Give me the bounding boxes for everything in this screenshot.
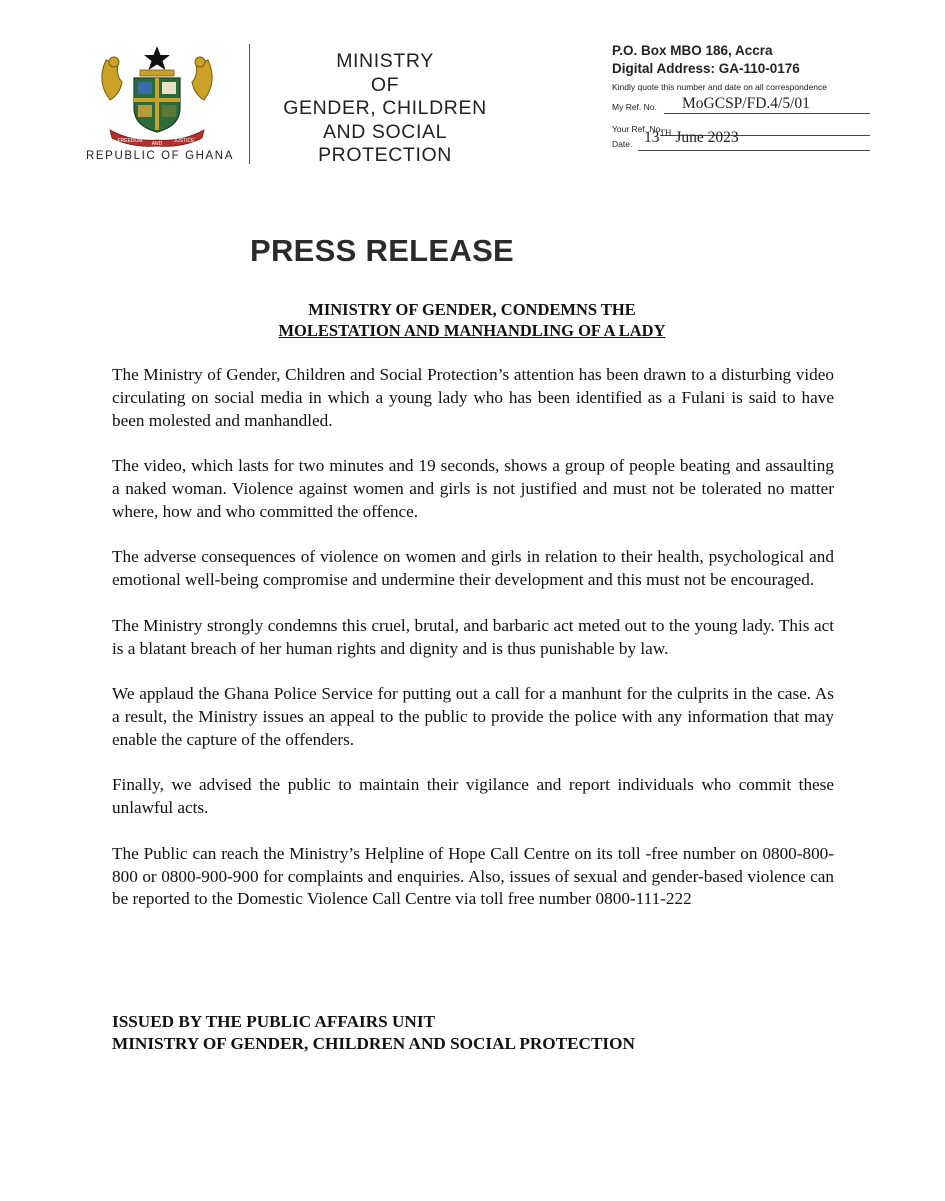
my-ref-label: My Ref. No. [612,102,657,112]
emblem-motto-middle: AND [151,141,163,147]
paragraph: The Public can reach the Ministry’s Helpline of Hope Call Centre on its toll -free number on 0800-800-800 or 0800-900-900 for complaints and enquiries. Also, issues of sexual and gender-based violence can be reported to the Domestic Violence Call Centre via toll free number 0800-111-222 [112,843,834,909]
my-ref-line [664,113,870,114]
date-suffix: TH [659,127,672,138]
quote-note: Kindly quote this number and date on all correspondence [612,82,828,92]
emblem-motto-right: JUSTICE [173,138,195,144]
date-line [638,150,870,151]
date-rest: June 2023 [675,129,739,146]
ghana-coat-of-arms-icon [92,42,222,150]
date-day: 13 [644,129,660,146]
date-label: Date. [612,139,633,149]
ministry-line: GENDER, CHILDREN [283,97,487,119]
date-value [644,128,739,147]
paragraph: The Ministry of Gender, Children and Social Protection’s attention has been drawn to a disturbing video circulating on social media in which a young lady who has been identified as a Fulani is said to have been molested and manhandled. [112,365,834,430]
your-ref-label: Your Ref. No. [612,124,663,134]
ministry-line: MINISTRY [336,50,434,72]
ministry-name [262,50,508,168]
emblem-motto-left: FREEDOM [117,138,143,144]
body-text [112,364,834,934]
paragraph: The Ministry strongly condemns this cruel, brutal, and barbaric act meted out to the young lady. This act is a blatant breach of her human rights and dignity and is thus punishable by law. [112,615,834,658]
my-ref-value: MoGCSP/FD.4/5/01 [682,95,810,112]
paragraph: The adverse consequences of violence on women and girls in relation to their health, psychological and emotional well-being compromise and undermine their development and this must not be encouraged. [112,547,834,590]
header-divider [249,44,250,164]
paragraph: We applaud the Ghana Police Service for putting out a call for a manhunt for the culprits in the case. As a result, the Ministry issues an appeal to the public to provide the police with any information that may enable the capture of the offenders. [112,684,834,749]
po-box: P.O. Box MBO 186, Accra [612,43,773,58]
ministry-line: AND SOCIAL [322,120,448,143]
headline-line-1: MINISTRY OF GENDER, CONDEMNS THE [308,300,636,319]
issued-ministry-line: MINISTRY OF GENDER, CHILDREN AND SOCIAL PROTECTION [112,1034,635,1053]
digital-address: Digital Address: GA-110-0176 [612,61,800,76]
headline [112,299,832,341]
paragraph: Finally, we advised the public to maintain their vigilance and report individuals who commit these unlawful acts. [112,775,834,818]
ministry-line: OF [370,73,400,96]
ministry-line: PROTECTION [318,144,452,166]
page-title: PRESS RELEASE [250,233,515,268]
headline-line-2: MOLESTATION AND MANHANDLING OF A LADY [278,321,666,340]
issued-by-line: ISSUED BY THE PUBLIC AFFAIRS UNIT [112,1012,435,1031]
my-ref-row [612,95,882,114]
paragraph: The video, which lasts for two minutes and 19 seconds, shows a group of people beating and assaulting a naked woman. Violence against women and girls is not justified and must not be tolerated no matter where, how and who committed the offence. [112,456,834,521]
contact-block [612,42,882,151]
republic-label: REPUBLIC OF GHANA [86,150,234,162]
issued-by-block [112,1011,635,1055]
